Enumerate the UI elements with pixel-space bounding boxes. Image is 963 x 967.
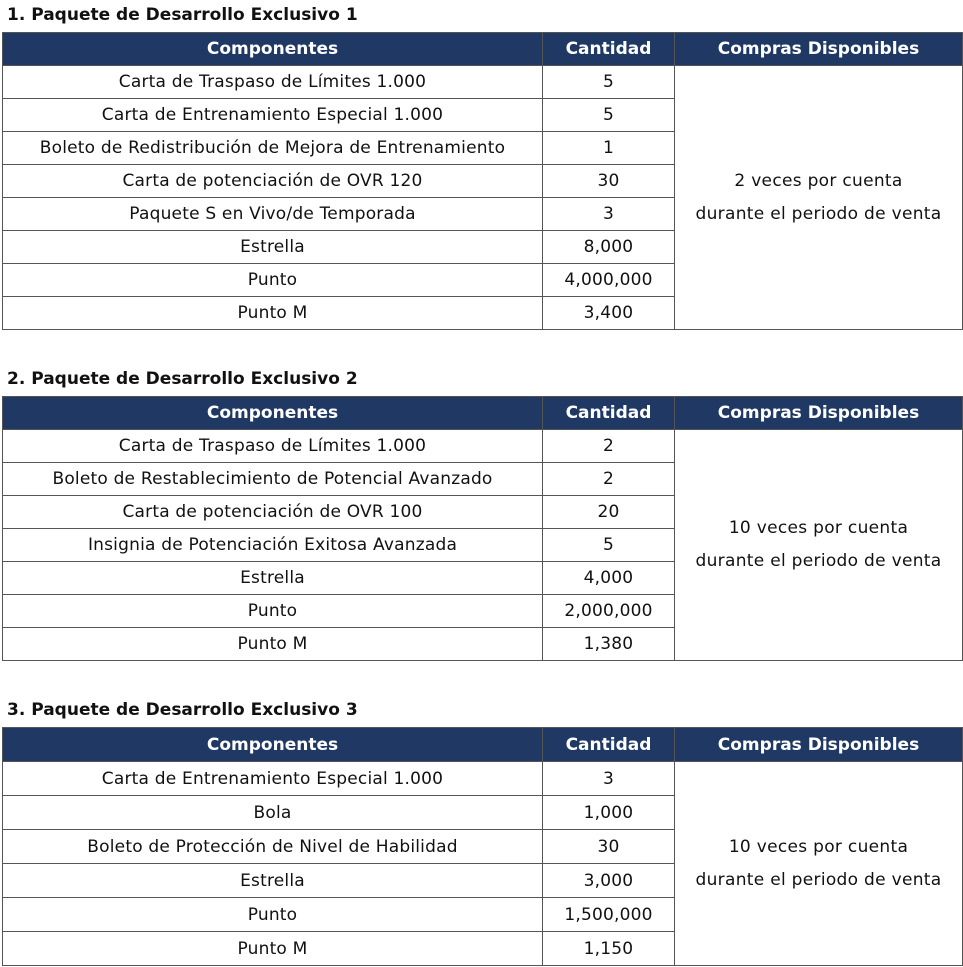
header-purchases: Compras Disponibles <box>675 33 963 66</box>
component-cell: Carta de potenciación de OVR 120 <box>3 165 543 198</box>
header-components: Componentes <box>3 33 543 66</box>
component-cell: Estrella <box>3 562 543 595</box>
component-cell: Punto <box>3 595 543 628</box>
availability-line: 2 veces por cuenta <box>734 170 903 191</box>
header-quantity: Cantidad <box>543 397 675 430</box>
quantity-cell: 8,000 <box>543 231 675 264</box>
availability-cell <box>675 66 963 330</box>
table-row <box>3 66 963 99</box>
table-header-row <box>3 728 963 762</box>
availability-line: 10 veces por cuenta <box>728 836 909 857</box>
component-cell: Paquete S en Vivo/de Temporada <box>3 198 543 231</box>
component-cell: Carta de Entrenamiento Especial 1.000 <box>3 99 543 132</box>
header-quantity: Cantidad <box>543 728 675 762</box>
quantity-cell: 1,000 <box>543 796 675 830</box>
quantity-cell: 3 <box>543 198 675 231</box>
availability-line: durante el periodo de venta <box>695 203 942 224</box>
quantity-cell: 4,000 <box>543 562 675 595</box>
package-table <box>2 396 963 661</box>
quantity-cell: 30 <box>543 165 675 198</box>
quantity-cell: 20 <box>543 496 675 529</box>
component-cell: Insignia de Potenciación Exitosa Avanzada <box>3 529 543 562</box>
quantity-cell: 2 <box>543 463 675 496</box>
component-cell: Punto M <box>3 297 543 330</box>
component-cell: Boleto de Redistribución de Mejora de Entrenamiento <box>3 132 543 165</box>
component-cell: Estrella <box>3 864 543 898</box>
table-header-row <box>3 33 963 66</box>
section-title: 3. Paquete de Desarrollo Exclusivo 3 <box>7 700 358 720</box>
table-header-row <box>3 397 963 430</box>
component-cell: Carta de Traspaso de Límites 1.000 <box>3 430 543 463</box>
component-cell: Punto M <box>3 628 543 661</box>
table-row <box>3 762 963 796</box>
component-cell: Bola <box>3 796 543 830</box>
quantity-cell: 3,000 <box>543 864 675 898</box>
header-purchases: Compras Disponibles <box>675 728 963 762</box>
quantity-cell: 5 <box>543 66 675 99</box>
availability-line: durante el periodo de venta <box>695 551 942 571</box>
package-section-2 <box>2 369 962 661</box>
quantity-cell: 1,150 <box>543 932 675 966</box>
header-components: Componentes <box>3 728 543 762</box>
component-cell: Boleto de Protección de Nivel de Habilidad <box>3 830 543 864</box>
component-cell: Punto <box>3 264 543 297</box>
package-table <box>2 32 963 330</box>
component-cell: Punto <box>3 898 543 932</box>
quantity-cell: 4,000,000 <box>543 264 675 297</box>
availability-line: durante el periodo de venta <box>695 869 942 890</box>
package-section-1 <box>2 5 962 330</box>
section-title: 1. Paquete de Desarrollo Exclusivo 1 <box>7 5 358 25</box>
component-cell: Estrella <box>3 231 543 264</box>
availability-line: 10 veces por cuenta <box>728 518 909 538</box>
availability-cell <box>675 762 963 966</box>
package-table <box>2 727 963 966</box>
header-purchases: Compras Disponibles <box>675 397 963 430</box>
quantity-cell: 2,000,000 <box>543 595 675 628</box>
header-components: Componentes <box>3 397 543 430</box>
quantity-cell: 2 <box>543 430 675 463</box>
table-row <box>3 430 963 463</box>
component-cell: Boleto de Restablecimiento de Potencial Avanzado <box>3 463 543 496</box>
quantity-cell: 3,400 <box>543 297 675 330</box>
component-cell: Carta de potenciación de OVR 100 <box>3 496 543 529</box>
component-cell: Carta de Traspaso de Límites 1.000 <box>3 66 543 99</box>
section-title: 2. Paquete de Desarrollo Exclusivo 2 <box>7 369 358 389</box>
availability-cell <box>675 430 963 661</box>
quantity-cell: 1,380 <box>543 628 675 661</box>
quantity-cell: 1,500,000 <box>543 898 675 932</box>
quantity-cell: 5 <box>543 99 675 132</box>
package-section-3 <box>2 700 962 966</box>
header-quantity: Cantidad <box>543 33 675 66</box>
component-cell: Punto M <box>3 932 543 966</box>
quantity-cell: 3 <box>543 762 675 796</box>
component-cell: Carta de Entrenamiento Especial 1.000 <box>3 762 543 796</box>
quantity-cell: 1 <box>543 132 675 165</box>
quantity-cell: 30 <box>543 830 675 864</box>
quantity-cell: 5 <box>543 529 675 562</box>
